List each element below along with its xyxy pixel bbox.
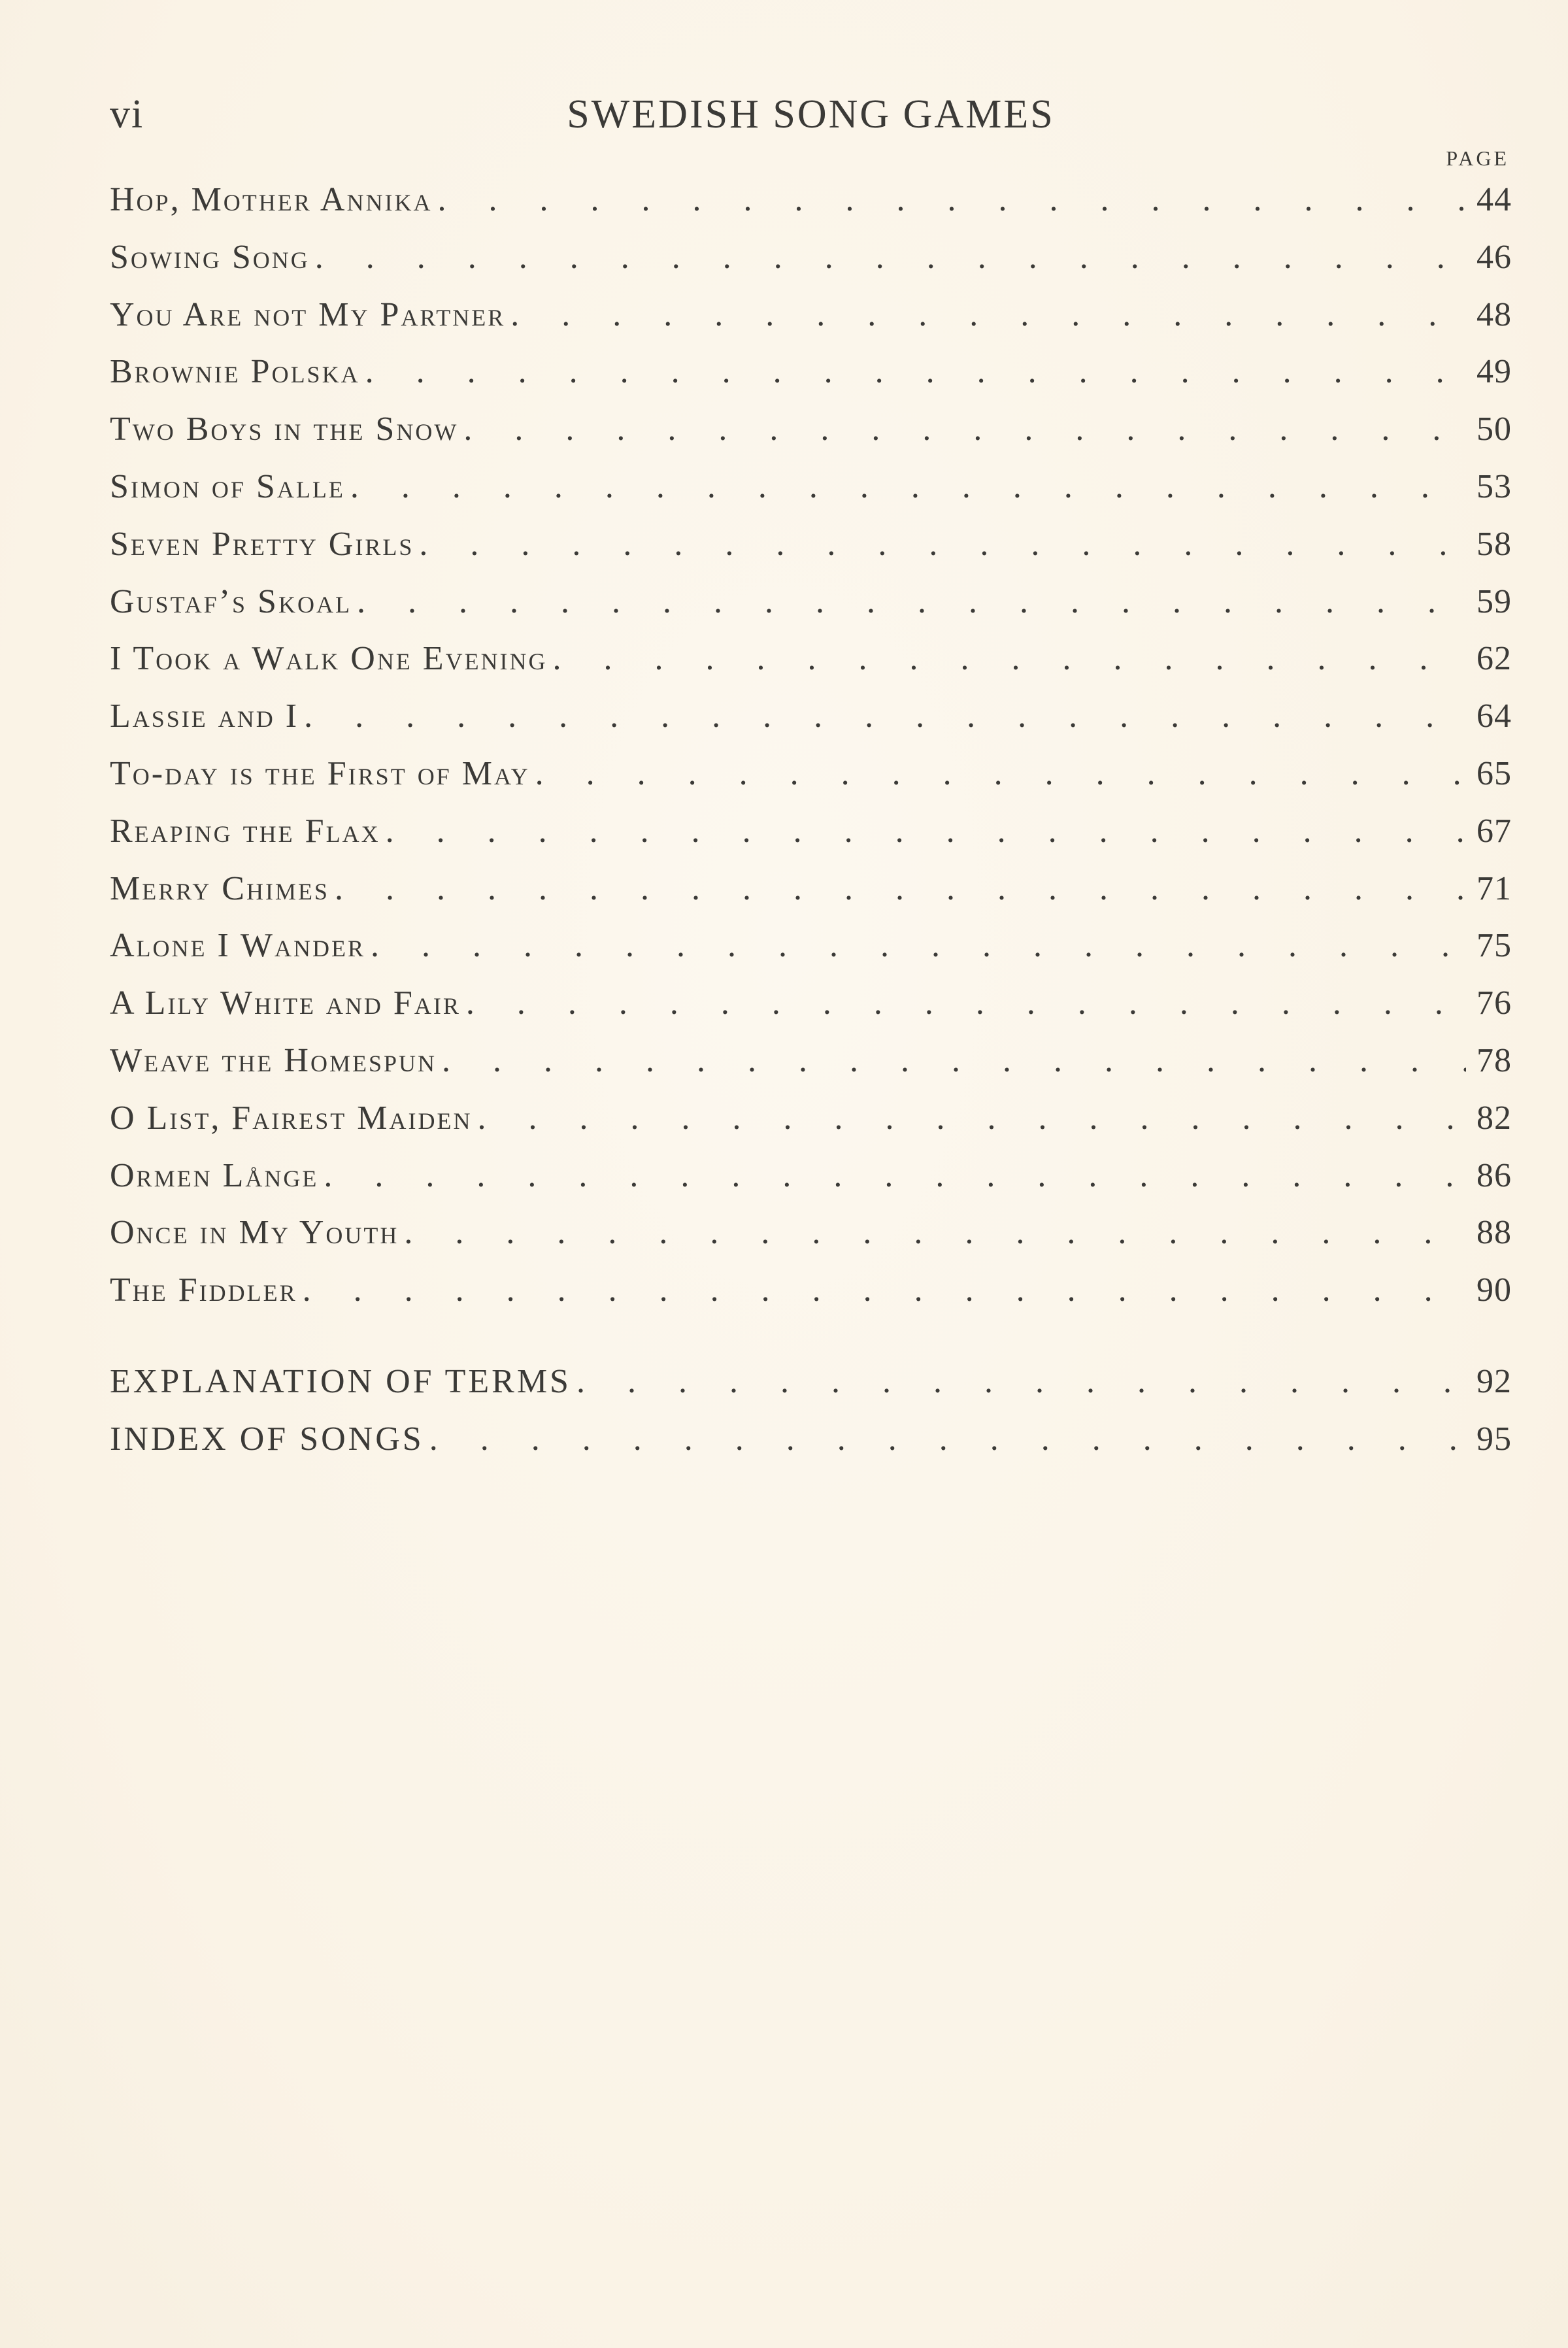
page-column-label: PAGE (1446, 146, 1509, 170)
dot-leader (399, 1213, 1466, 1252)
page-folio: vi (110, 92, 144, 137)
dot-leader (548, 639, 1466, 678)
toc-entry-title: Gustaf’s Skoal (110, 582, 352, 620)
toc-entry-title: Hop, Mother Annika (110, 181, 433, 218)
appendix-entry-page: 95 (1476, 1420, 1512, 1458)
toc-entry-title: Lassie and I (110, 697, 299, 735)
toc-entry-page: 58 (1476, 525, 1512, 563)
toc-entry (110, 697, 1512, 754)
toc-entry-title: A Lily White and Fair (110, 984, 461, 1022)
toc-entry-page: 50 (1476, 411, 1512, 448)
toc-entry-page: 90 (1476, 1271, 1512, 1309)
dot-leader (505, 295, 1466, 334)
toc-entry (110, 295, 1512, 353)
toc-entry-page: 44 (1476, 181, 1512, 218)
running-head (110, 92, 1512, 144)
toc-entry-page: 65 (1476, 754, 1512, 792)
appendix-entry (110, 1420, 1512, 1477)
appendix-entry-title: EXPLANATION OF TERMS (110, 1362, 571, 1400)
toc-entry-title: Sowing Song (110, 238, 310, 276)
dot-leader (329, 869, 1466, 908)
toc-entry-page: 59 (1476, 582, 1512, 620)
dot-leader (472, 1099, 1466, 1137)
toc-entry-page: 75 (1476, 927, 1512, 965)
toc-entry (110, 1041, 1512, 1099)
dot-leader (432, 180, 1466, 219)
toc-entry-page: 88 (1476, 1214, 1512, 1252)
toc-entry-title: To-day is the First of May (110, 754, 530, 792)
dot-leader (360, 352, 1466, 391)
toc-entry-page: 71 (1476, 869, 1512, 907)
toc-entry (110, 1156, 1512, 1214)
toc-entry-title: O List, Fairest Maiden (110, 1099, 473, 1137)
toc-entry (110, 582, 1512, 640)
toc-entry (110, 926, 1512, 984)
dot-leader (318, 1156, 1466, 1195)
toc-entry-title: Alone I Wander (110, 927, 365, 965)
toc-entry-page: 62 (1476, 640, 1512, 678)
toc-entry (110, 1271, 1512, 1328)
toc-entry-title: You Are not My Partner (110, 295, 506, 333)
toc-entry-page: 48 (1476, 295, 1512, 333)
toc-entry-title: Merry Chimes (110, 869, 329, 907)
toc-entry (110, 180, 1512, 238)
toc-entry-title: Ormen Långe (110, 1156, 319, 1194)
toc-entry-page: 76 (1476, 984, 1512, 1022)
table-of-contents (110, 180, 1512, 1477)
dot-leader (310, 238, 1466, 277)
toc-entry (110, 639, 1512, 697)
toc-entry (110, 869, 1512, 927)
dot-leader (297, 1271, 1466, 1309)
dot-leader (461, 984, 1466, 1022)
toc-entry-title: Reaping the Flax (110, 812, 380, 850)
dot-leader (352, 582, 1466, 621)
dot-leader (437, 1041, 1466, 1080)
toc-entry-title: Two Boys in the Snow (110, 411, 459, 448)
section-spacer (110, 1328, 1512, 1362)
toc-entry-page: 82 (1476, 1099, 1512, 1137)
toc-entry (110, 525, 1512, 582)
dot-leader (345, 467, 1466, 506)
toc-entry-page: 86 (1476, 1156, 1512, 1194)
toc-entry (110, 1099, 1512, 1156)
appendix-entry-title: INDEX OF SONGS (110, 1420, 424, 1458)
toc-entry-title: Seven Pretty Girls (110, 525, 414, 563)
toc-entry (110, 352, 1512, 410)
toc-entry (110, 984, 1512, 1041)
toc-entry-title: I Took a Walk One Evening (110, 640, 548, 678)
dot-leader (458, 410, 1466, 448)
appendix-entry-page: 92 (1476, 1362, 1512, 1400)
toc-entry-page: 67 (1476, 812, 1512, 850)
toc-entry-page: 78 (1476, 1041, 1512, 1079)
toc-entry (110, 812, 1512, 869)
toc-entry (110, 467, 1512, 525)
book-title: SWEDISH SONG GAMES (567, 92, 1055, 137)
dot-leader (380, 812, 1466, 850)
toc-entry-page: 49 (1476, 353, 1512, 391)
toc-entry-title: Simon of Salle (110, 467, 345, 505)
dot-leader (299, 697, 1466, 735)
dot-leader (571, 1362, 1466, 1401)
toc-entry (110, 1213, 1512, 1271)
toc-entry-title: The Fiddler (110, 1271, 297, 1309)
toc-entry-title: Once in My Youth (110, 1214, 399, 1252)
toc-entry (110, 238, 1512, 295)
toc-entry (110, 410, 1512, 467)
dot-leader (530, 754, 1466, 793)
toc-entry-title: Brownie Polska (110, 353, 360, 391)
appendix-entry (110, 1362, 1512, 1420)
dot-leader (365, 926, 1466, 965)
toc-entry-page: 53 (1476, 467, 1512, 505)
dot-leader (424, 1420, 1466, 1458)
toc-entry-page: 46 (1476, 238, 1512, 276)
toc-entry (110, 754, 1512, 812)
dot-leader (414, 525, 1466, 563)
toc-entry-title: Weave the Homespun (110, 1041, 437, 1079)
toc-entry-page: 64 (1476, 697, 1512, 735)
